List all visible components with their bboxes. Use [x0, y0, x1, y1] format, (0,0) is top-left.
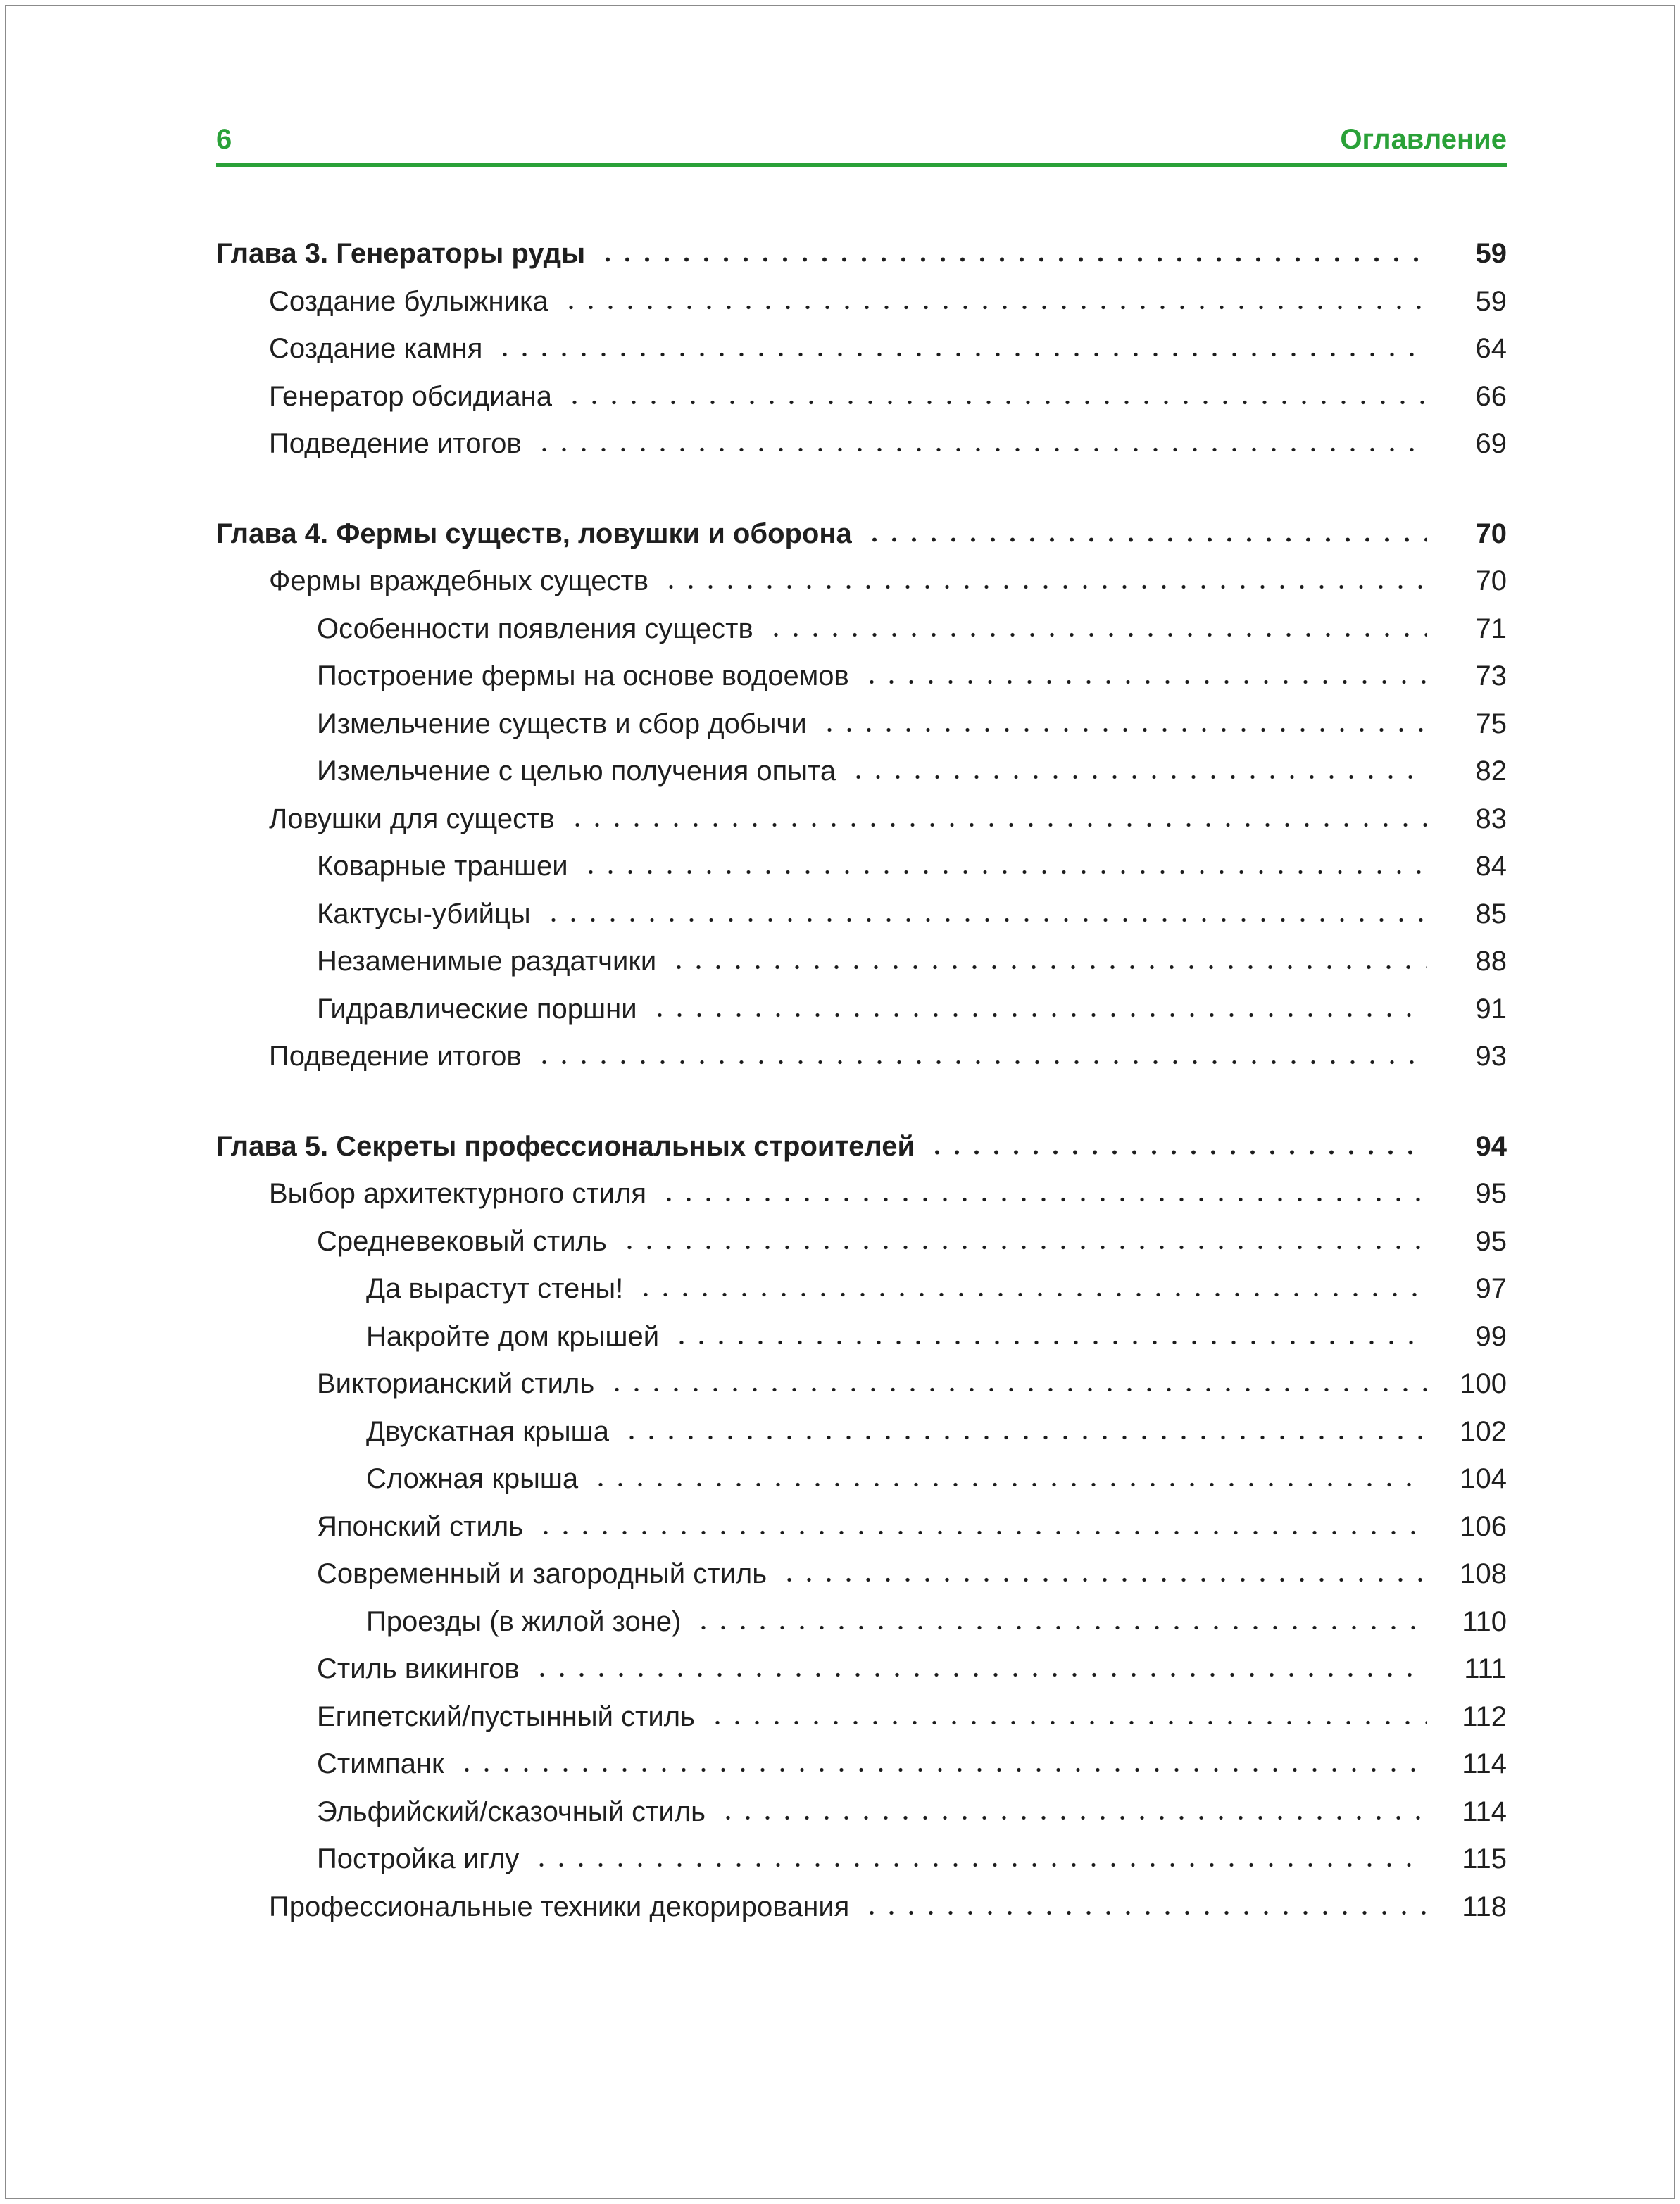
toc-entry-page: 112 [1462, 1701, 1507, 1732]
toc-entry-page: 75 [1475, 708, 1507, 739]
toc-entry-title: Подведение итогов [269, 1041, 522, 1072]
toc-row [216, 518, 1507, 565]
toc-entry-title: Глава 3. Генераторы руды [216, 238, 586, 269]
toc-entry-title: Особенности появления существ [317, 613, 753, 644]
toc-entry-page: 83 [1475, 803, 1507, 834]
toc-entry-title: Глава 4. Фермы существ, ловушки и оборона [216, 518, 852, 549]
toc-row [216, 803, 1507, 851]
toc-row [216, 1796, 1507, 1843]
toc-entry-title: Викторианский стиль [317, 1368, 595, 1399]
toc-entry-title: Сложная крыша [366, 1463, 579, 1494]
dot-leader [661, 584, 1427, 590]
toc-entry-page: 97 [1475, 1273, 1507, 1304]
dot-leader [865, 537, 1427, 543]
toc-entry-title: Кактусы-убийцы [317, 898, 531, 929]
toc-entry-page: 91 [1475, 993, 1507, 1025]
toc-row [216, 1748, 1507, 1796]
dot-leader [718, 1815, 1427, 1821]
dot-leader [848, 774, 1427, 780]
toc-entry-title: Коварные траншеи [317, 851, 568, 882]
toc-entry-title: Японский стиль [317, 1510, 524, 1542]
toc-entry-page: 59 [1475, 238, 1507, 269]
toc-entry-title: Глава 5. Секреты профессиональных строителей [216, 1130, 915, 1162]
toc-row [216, 1843, 1507, 1891]
toc-entry-page: 110 [1462, 1605, 1507, 1637]
dot-leader [650, 1012, 1427, 1018]
dot-leader [581, 869, 1427, 875]
toc-entry-page: 114 [1462, 1748, 1507, 1779]
toc-row [216, 380, 1507, 428]
header-page-number: 6 [216, 124, 232, 155]
dot-leader [672, 1339, 1427, 1346]
toc-row [216, 613, 1507, 660]
dot-leader [565, 399, 1427, 406]
dot-leader [766, 632, 1427, 638]
toc-entry-title: Стимпанк [317, 1748, 444, 1779]
toc-row [216, 1130, 1507, 1178]
toc-entry-page: 66 [1475, 380, 1507, 412]
toc-row [216, 850, 1507, 898]
toc-entry-page: 73 [1475, 660, 1507, 691]
toc-entry-page: 70 [1475, 565, 1507, 596]
toc-entry-page: 82 [1475, 756, 1507, 787]
toc-entry-title: Выбор архитектурного стиля [269, 1178, 647, 1209]
toc-entry-title: Ловушки для существ [269, 803, 555, 834]
dot-leader [457, 1767, 1427, 1773]
dot-leader [532, 1672, 1427, 1678]
toc-entry-page: 118 [1462, 1891, 1507, 1922]
toc-entry-title: Двускатная крыша [366, 1415, 610, 1447]
dot-leader [534, 1059, 1427, 1065]
toc-entry-title: Измельчение с целью получения опыта [317, 756, 836, 787]
toc-entry-page: 108 [1460, 1558, 1507, 1589]
toc-entry-title: Средневековый стиль [317, 1225, 607, 1257]
toc-entry-page: 93 [1475, 1041, 1507, 1072]
toc-entry-page: 71 [1475, 613, 1507, 644]
toc-entry-title: Да вырастут стены! [366, 1273, 624, 1304]
toc-row [216, 1891, 1507, 1939]
dot-leader [620, 1244, 1427, 1251]
dot-leader [820, 727, 1427, 733]
toc-entry-title: Постройка иглу [317, 1843, 520, 1874]
toc-entry-title: Фермы враждебных существ [269, 565, 649, 596]
toc-row [216, 1040, 1507, 1088]
toc-row [216, 237, 1507, 285]
toc-entry-page: 69 [1475, 428, 1507, 459]
toc-entry-title: Создание булыжника [269, 285, 548, 317]
dot-leader [659, 1196, 1427, 1203]
toc-entry-page: 64 [1475, 333, 1507, 364]
header-section-title: Оглавление [1340, 124, 1507, 155]
toc-row [216, 993, 1507, 1041]
dot-leader [544, 917, 1427, 923]
dot-leader [495, 351, 1427, 358]
toc-entry-page: 106 [1460, 1510, 1507, 1542]
toc-row [216, 1415, 1507, 1463]
toc-row [216, 1367, 1507, 1415]
toc-entry-page: 102 [1460, 1415, 1507, 1447]
toc-row [216, 660, 1507, 708]
toc-entry-title: Египетский/пустынный стиль [317, 1701, 695, 1732]
toc-entry-page: 100 [1460, 1368, 1507, 1399]
dot-leader [862, 679, 1427, 685]
dot-leader [561, 304, 1427, 311]
toc-entry-page: 95 [1475, 1178, 1507, 1209]
dot-leader [536, 1529, 1427, 1536]
toc-entry-title: Эльфийский/сказочный стиль [317, 1796, 706, 1827]
toc-row [216, 755, 1507, 803]
toc [216, 237, 1507, 1938]
dot-leader [568, 822, 1427, 828]
dot-leader [694, 1624, 1427, 1631]
toc-entry-title: Незаменимые раздатчики [317, 946, 657, 977]
toc-row [216, 427, 1507, 475]
toc-row [216, 1510, 1507, 1558]
dot-leader [532, 1862, 1427, 1868]
toc-entry-page: 70 [1475, 518, 1507, 549]
toc-row [216, 1225, 1507, 1273]
toc-row [216, 898, 1507, 946]
toc-entry-page: 88 [1475, 946, 1507, 977]
toc-entry-page: 85 [1475, 898, 1507, 929]
toc-row [216, 708, 1507, 756]
toc-row [216, 332, 1507, 380]
toc-row [216, 1701, 1507, 1748]
dot-leader [622, 1434, 1427, 1441]
toc-row [216, 285, 1507, 333]
toc-entry-page: 111 [1464, 1653, 1507, 1684]
toc-entry-page: 114 [1462, 1796, 1507, 1827]
toc-entry-page: 95 [1475, 1225, 1507, 1257]
toc-entry-title: Стиль викингов [317, 1653, 520, 1684]
toc-entry-page: 84 [1475, 851, 1507, 882]
toc-entry-title: Накройте дом крышей [366, 1320, 660, 1352]
toc-row [216, 1558, 1507, 1605]
toc-row [216, 945, 1507, 993]
toc-entry-page: 94 [1475, 1130, 1507, 1162]
dot-leader [598, 256, 1427, 263]
toc-entry-title: Измельчение существ и сбор добычи [317, 708, 807, 739]
toc-row [216, 1463, 1507, 1510]
toc-row [216, 1272, 1507, 1320]
dot-leader [607, 1386, 1427, 1393]
running-header [216, 113, 1507, 154]
toc-row [216, 1177, 1507, 1225]
toc-row [216, 1605, 1507, 1653]
toc-entry-page: 104 [1460, 1463, 1507, 1494]
toc-entry-page: 99 [1475, 1320, 1507, 1352]
dot-leader [591, 1482, 1427, 1488]
toc-row [216, 1320, 1507, 1368]
dot-leader [636, 1291, 1427, 1298]
dot-leader [779, 1577, 1427, 1583]
dot-leader [862, 1910, 1427, 1916]
toc-entry-title: Профессиональные техники декорирования [269, 1891, 850, 1922]
toc-entry-title: Проезды (в жилой зоне) [366, 1605, 682, 1637]
dot-leader [927, 1149, 1427, 1156]
header-rule [216, 163, 1507, 167]
toc-entry-title: Современный и загородный стиль [317, 1558, 767, 1589]
toc-entry-title: Гидравлические поршни [317, 993, 637, 1025]
dot-leader [669, 964, 1427, 970]
dot-leader [708, 1720, 1427, 1726]
toc-entry-title: Генератор обсидиана [269, 380, 552, 412]
dot-leader [534, 446, 1427, 453]
toc-row [216, 565, 1507, 613]
toc-entry-page: 115 [1462, 1843, 1507, 1874]
toc-entry-title: Подведение итогов [269, 428, 522, 459]
toc-entry-page: 59 [1475, 285, 1507, 317]
toc-row [216, 1653, 1507, 1701]
toc-entry-title: Построение фермы на основе водоемов [317, 660, 849, 691]
toc-entry-title: Создание камня [269, 333, 483, 364]
